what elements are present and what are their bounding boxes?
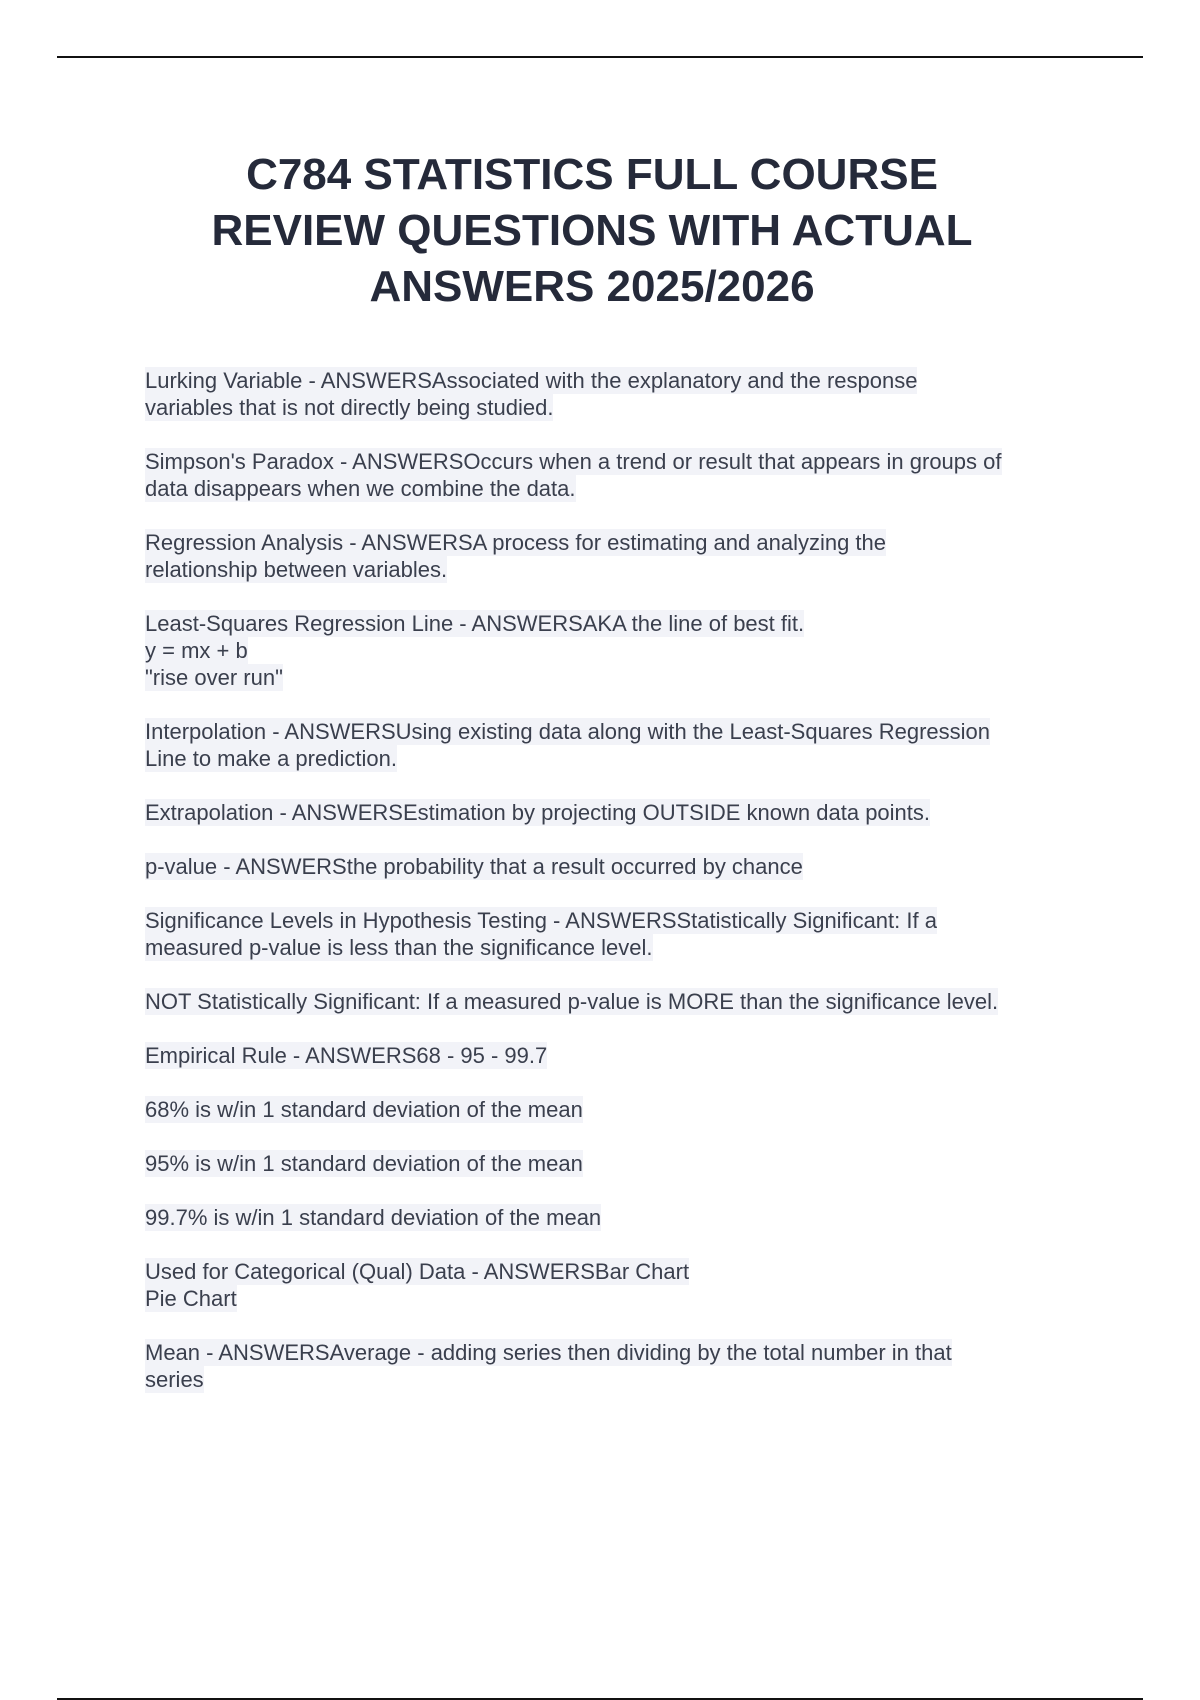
entry-line: Empirical Rule - ANSWERS68 - 95 - 99.7 [145,1043,548,1068]
qa-entry-interpolation [145,718,1105,772]
qa-entry-significance-levels [145,907,1105,961]
entry-line: Regression Analysis - ANSWERSA process for estimating and analyzing the [145,530,887,555]
entry-line: Interpolation - ANSWERSUsing existing data along with the Least-Squares Regression [145,719,991,744]
entry-line: Mean - ANSWERSAverage - adding series then dividing by the total number in that [145,1340,952,1365]
entry-line: Extrapolation - ANSWERSEstimation by projecting OUTSIDE known data points. [145,800,931,825]
entry-line: y = mx + b [145,638,248,663]
qa-entry-regression-analysis [145,529,1105,583]
entry-line: Pie Chart [145,1286,237,1311]
page-title [100,147,1084,315]
entry-line: 68% is w/in 1 standard deviation of the mean [145,1097,583,1122]
qa-entry-mean [145,1339,1105,1393]
qa-entry-99-7-percent [145,1204,1105,1231]
qa-entry-lurking-variable [145,367,1105,421]
entry-line: Significance Levels in Hypothesis Testing - ANSWERSStatistically Significant: If a [145,908,937,933]
qa-entry-categorical-data [145,1258,1105,1312]
top-rule [57,56,1143,58]
qa-entry-simpsons-paradox [145,448,1105,502]
entry-line: variables that is not directly being studied. [145,395,554,420]
qa-entry-least-squares [145,610,1105,691]
entry-line: Least-Squares Regression Line - ANSWERSAKA the line of best fit. [145,611,805,636]
entry-line: NOT Statistically Significant: If a measured p-value is MORE than the significance level. [145,989,999,1014]
entry-line: Used for Categorical (Qual) Data - ANSWERSBar Chart [145,1259,690,1284]
qa-list [145,367,1105,1420]
qa-entry-p-value [145,853,1105,880]
entry-line: "rise over run" [145,665,283,690]
entry-line: 99.7% is w/in 1 standard deviation of the mean [145,1205,602,1230]
entry-line: Simpson's Paradox - ANSWERSOccurs when a trend or result that appears in groups of [145,449,1002,474]
qa-entry-not-significant [145,988,1105,1015]
qa-entry-68-percent [145,1096,1105,1123]
entry-line: data disappears when we combine the data. [145,476,576,501]
entry-line: Line to make a prediction. [145,746,397,771]
qa-entry-95-percent [145,1150,1105,1177]
entry-line: relationship between variables. [145,557,448,582]
entry-line: series [145,1367,204,1392]
qa-entry-extrapolation [145,799,1105,826]
entry-line: Lurking Variable - ANSWERSAssociated with the explanatory and the response [145,368,918,393]
title-line: ANSWERS 2025/2026 [369,262,815,311]
title-line: REVIEW QUESTIONS WITH ACTUAL [211,206,973,255]
entry-line: measured p-value is less than the significance level. [145,935,653,960]
entry-line: p-value - ANSWERSthe probability that a result occurred by chance [145,854,803,879]
entry-line: 95% is w/in 1 standard deviation of the mean [145,1151,583,1176]
title-line: C784 STATISTICS FULL COURSE [246,150,938,199]
qa-entry-empirical-rule [145,1042,1105,1069]
